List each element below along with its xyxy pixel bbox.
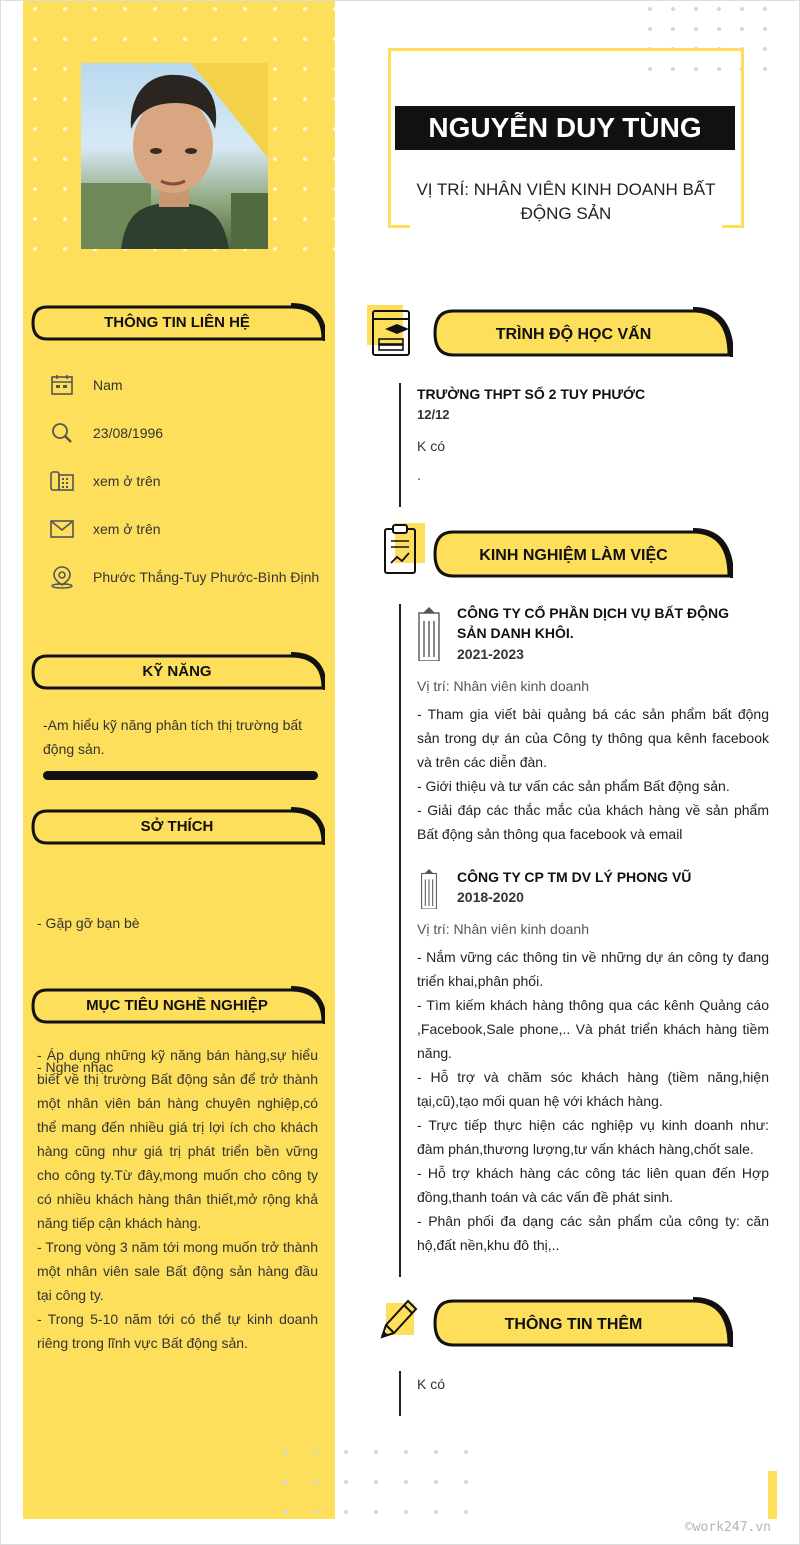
pencil-icon [378,1293,424,1347]
decor-dot [333,97,337,101]
mail-icon [49,517,75,541]
experience-title-label: KINH NGHIỆM LÀM VIỆC [479,547,668,564]
skills-section-title [29,652,325,692]
decor-dot [303,247,307,251]
education-note: K có [417,438,446,454]
hobby-item: - Gặp gỡ bạn bè [37,915,140,931]
education-school: TRƯỜNG THPT SỐ 2 TUY PHƯỚC [417,386,646,402]
search-icon [49,421,75,445]
contact-phone-value: xem ở trên [93,473,161,489]
decor-dot [740,27,744,31]
contact-birthday-value: 23/08/1996 [93,425,164,441]
decor-dot [183,37,187,41]
decor-dot [303,157,307,161]
objective-text [37,1043,318,1355]
job-duty: - Giải đáp các thắc mắc của khách hàng về sản phẩm Bất động sản thông qua facebook và email [417,802,769,842]
decor-dot [404,1480,408,1484]
objective-paragraph: - Trong vòng 3 năm tới mong muốn trở thành một nhân viên sale Bất động sản hàng đầu tại công ty. [37,1239,318,1303]
decor-dot [284,1510,288,1514]
decor-dot [273,37,277,41]
decor-dot [404,1450,408,1454]
decor-corner-bar [768,1471,777,1519]
decor-dot [763,27,767,31]
decor-dot [374,1450,378,1454]
decor-dot [333,67,337,71]
objective-paragraph: - Trong 5-10 năm tới có thể tự kinh doanh riêng trong lĩnh vực Bất động sản. [37,1311,318,1351]
skill-level-bar [43,771,318,780]
decor-dot [333,157,337,161]
decor-dot [63,127,67,131]
job-role: Vị trí: Nhân viên kinh doanh [417,921,589,937]
decor-dot [303,217,307,221]
additional-title-label: THÔNG TIN THÊM [504,1316,643,1333]
decor-dot [303,37,307,41]
decor-dot [63,67,67,71]
decor-dot [303,187,307,191]
job-duty: - Hỗ trợ khách hàng các công tác liên quan đến Hợp đồng,thanh toán và các vấn đề phát sinh. [417,1165,769,1205]
education-grade: 12/12 [417,407,450,422]
clipboard-icon [381,523,427,577]
decor-dot [273,217,277,221]
decor-dot [33,7,37,11]
decor-dot [63,187,67,191]
decor-dot [333,37,337,41]
decor-dot [284,1480,288,1484]
decor-dot [33,187,37,191]
decor-dot [243,7,247,11]
decor-dot [763,47,767,51]
decor-dot [284,1450,288,1454]
decor-dot [314,1510,318,1514]
contact-email-value: xem ở trên [93,521,161,537]
decor-dot [63,37,67,41]
decor-dot [333,217,337,221]
job-duty: - Hỗ trợ và chăm sóc khách hàng (tiềm năng,hiện tại,cũ),tạo mối quan hệ với khách hàng. [417,1069,769,1109]
decor-dot [123,37,127,41]
decor-dot [717,27,721,31]
job-duty: - Phân phối đa dạng các sản phẩm của công ty: căn hộ,đất nền,khu đô thị,.. [417,1213,769,1253]
decor-dot [464,1510,468,1514]
decor-dot [123,7,127,11]
experience-section-title [431,528,733,580]
decor-dot [763,7,767,11]
decor-dot [93,37,97,41]
decor-dot [243,37,247,41]
decor-dot [303,97,307,101]
decor-dot [33,67,37,71]
candidate-name: NGUYỄN DUY TÙNG [395,106,735,150]
decor-dot [33,37,37,41]
decor-dot [671,27,675,31]
decor-dot [694,7,698,11]
job-duty: - Trực tiếp thực hiện các nghiệp vụ kinh doanh như: đàm phán,thương lượng,tư vấn khách hàng,chốt sale. [417,1117,769,1157]
objective-title-label: MỤC TIÊU NGHỀ NGHIỆP [86,997,268,1014]
decor-dot [273,7,277,11]
decor-dot [33,97,37,101]
decor-dot [671,7,675,11]
decor-dot [303,127,307,131]
decor-dot [717,7,721,11]
name-header [388,48,744,228]
experience-timeline-line [399,604,401,1277]
frame-top [388,48,744,51]
decor-dot [273,247,277,251]
contact-section-title [29,303,325,343]
decor-dot [333,127,337,131]
job-duty: - Tìm kiếm khách hàng thông qua các kênh Quảng cáo ,Facebook,Sale phone,.. Và phát triển khách hàng tiềm năng. [417,997,769,1061]
avatar-photo [81,63,268,249]
decor-dot [374,1480,378,1484]
additional-text: K có [417,1376,446,1392]
decor-dot [303,7,307,11]
watermark: ©work247.vn [684,1520,771,1535]
decor-dot [63,247,67,251]
job-description [417,945,769,1257]
decor-dot [153,7,157,11]
job-duty: - Giới thiệu và tư vấn các sản phẩm Bất động sản. [417,778,730,794]
job-duty: - Tham gia viết bài quảng bá các sản phẩm bất động sản trong dự án của Công ty thông qua kênh facebook và trên các diễn đàn. [417,706,769,770]
decor-dot [273,67,277,71]
decor-dot [33,217,37,221]
decor-dot [314,1480,318,1484]
decor-dot [344,1510,348,1514]
decor-dot [694,27,698,31]
education-icon [367,305,413,359]
decor-dot [63,217,67,221]
frame-bottom-left [388,225,410,228]
frame-right [741,48,744,228]
decor-dot [333,247,337,251]
decor-dot [464,1480,468,1484]
decor-dot [404,1510,408,1514]
decor-dot [63,7,67,11]
avatar-illustration [81,63,268,249]
skills-title-label: KỸ NĂNG [142,663,212,680]
education-title-label: TRÌNH ĐỘ HỌC VẤN [495,326,652,343]
decor-dot [213,7,217,11]
decor-dot [740,7,744,11]
education-section-title [431,307,733,359]
decor-dot [648,27,652,31]
contact-title-label: THÔNG TIN LIÊN HỆ [104,314,250,331]
candidate-position: VỊ TRÍ: NHÂN VIÊN KINH DOANH BẤT ĐỘNG SẢN [416,180,716,223]
decor-dot [33,157,37,161]
education-extra: . [417,467,421,483]
company-logo-icon [417,869,441,909]
calendar-icon [49,373,75,397]
job-duty: - Nắm vững các thông tin về những dự án công ty đang triển khai,phân phối. [417,949,769,989]
decor-dot [763,67,767,71]
sidebar [23,1,335,1519]
objective-paragraph: - Áp dụng những kỹ năng bán hàng,sự hiểu biết về thị trường Bất động sản để trở thành một nhân viên bán hàng chuyên nghiệp,có thể mang đến nhiều giá trị lợi ích cho khách hàng cũng như giá trị phát triển bền vững cho công ty.Từ đây,mong muốn cho công ty có nhiều khách hàng thân thiết,mở rộng khả năng tiếp cận khách hàng. [37,1047,318,1231]
hobbies-title-label: SỞ THÍCH [140,818,214,835]
job-role: Vị trí: Nhân viên kinh doanh [417,678,589,694]
job-description [417,702,769,846]
frame-left [388,48,391,228]
additional-section-title [431,1297,733,1349]
decor-dot [273,187,277,191]
contact-gender-value: Nam [93,377,123,393]
contact-address-value: Phước Thắng-Tuy Phước-Bình Định [93,569,320,585]
decor-dot [273,127,277,131]
decor-dot [33,127,37,131]
decor-dot [63,97,67,101]
decor-dot [344,1450,348,1454]
decor-dot [213,37,217,41]
decor-dot [434,1450,438,1454]
additional-timeline-line [399,1371,401,1416]
job-company: CÔNG TY CP TM DV LÝ PHONG VŨ [457,869,692,885]
decor-dot [183,7,187,11]
objective-section-title [29,986,325,1026]
hobby-item: - Nghe nhạc [37,1059,114,1075]
hobbies-section-title [29,807,325,847]
decor-dot [434,1480,438,1484]
job-period: 2018-2020 [457,889,524,905]
decor-dot [434,1510,438,1514]
location-icon [49,565,75,589]
education-timeline-line [399,383,401,507]
decor-dot [153,37,157,41]
decor-dot [648,7,652,11]
phone-icon [49,469,75,493]
decor-dot [93,7,97,11]
decor-dot [333,7,337,11]
decor-dot [344,1480,348,1484]
decor-dot [314,1450,318,1454]
skills-text: -Am hiểu kỹ năng phân tích thị trường bất động sản. [43,717,303,757]
company-logo-icon [417,607,441,661]
decor-dot [273,157,277,161]
job-company: CÔNG TY CỔ PHẦN DỊCH VỤ BẤT ĐỘNG SẢN DANH KHÔI. [457,605,729,641]
job-period: 2021-2023 [457,646,524,662]
decor-dot [33,247,37,251]
frame-bottom-right [722,225,744,228]
decor-dot [63,157,67,161]
decor-dot [273,97,277,101]
decor-dot [464,1450,468,1454]
decor-dot [333,187,337,191]
decor-dot [374,1510,378,1514]
decor-dot [303,67,307,71]
